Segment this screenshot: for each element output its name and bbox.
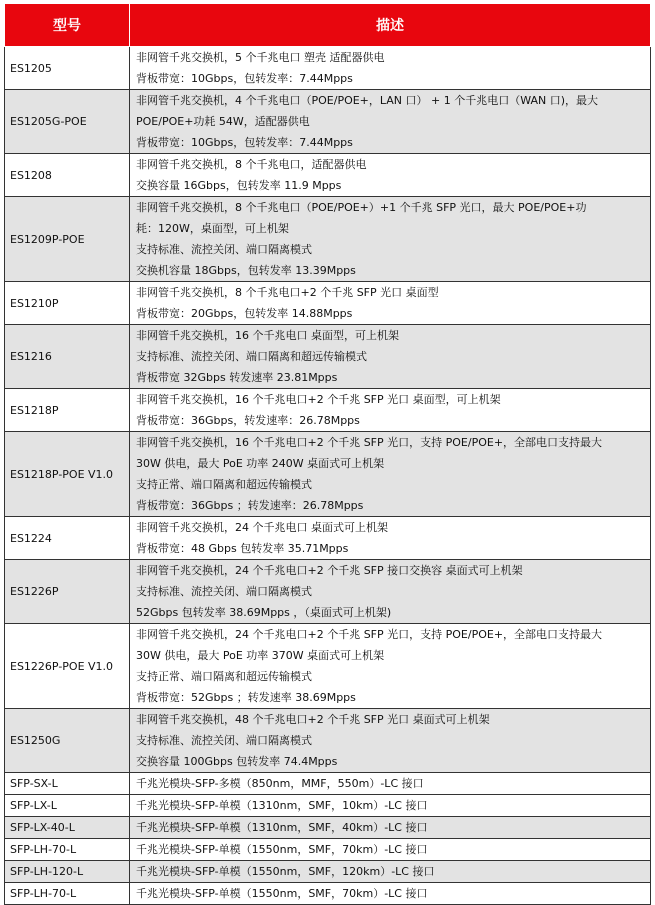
model-cell: ES1224: [5, 517, 130, 560]
description-cell: [130, 389, 651, 432]
description-line: 耗：120W，桌面型，可上机架: [136, 222, 289, 235]
product-spec-table: [4, 3, 651, 905]
table-row: [5, 389, 651, 432]
table-row: [5, 795, 651, 817]
description-line: 背板带宽：48 Gbps 包转发率 35.71Mpps: [136, 542, 349, 555]
description-line: 非网管千兆交换机，16 个千兆电口+2 个千兆 SFP 光口，支持 POE/POE+，全部电口支持最大: [136, 436, 603, 449]
description-line: 非网管千兆交换机，24 个千兆电口+2 个千兆 SFP 光口，支持 POE/POE+，全部电口支持最大: [136, 628, 603, 641]
table-row: [5, 282, 651, 325]
description-line: 30W 供电，最大 PoE 功率 370W 桌面式可上机架: [136, 649, 385, 662]
description-cell: [130, 282, 651, 325]
description-line: 千兆光模块-SFP-单模（1310nm，SMF，10km）-LC 接口: [136, 799, 428, 812]
model-cell: ES1226P: [5, 560, 130, 624]
table-row: [5, 325, 651, 389]
description-line: 支持标准、流控关闭、端口隔离模式: [136, 734, 312, 747]
description-line: 背板带宽 32Gbps 转发速率 23.81Mpps: [136, 371, 338, 384]
table-row: [5, 624, 651, 709]
model-cell: SFP-LH-70-L: [5, 883, 130, 905]
description-line: 支持正常、端口隔离和超远传输模式: [136, 478, 312, 491]
description-line: 非网管千兆交换机，16 个千兆电口 桌面型，可上机架: [136, 329, 399, 342]
table-row: [5, 154, 651, 197]
model-cell: SFP-SX-L: [5, 773, 130, 795]
model-cell: ES1205G-POE: [5, 90, 130, 154]
description-cell: [130, 861, 651, 883]
model-cell: SFP-LH-70-L: [5, 839, 130, 861]
description-line: 背板带宽：10Gbps，包转发率：7.44Mpps: [136, 136, 353, 149]
description-line: 52Gbps 包转发率 38.69Mpps ，（桌面式可上机架): [136, 606, 392, 619]
description-cell: [130, 624, 651, 709]
description-line: 支持标准、流控关闭、端口隔离模式: [136, 585, 312, 598]
table-row: [5, 517, 651, 560]
description-cell: [130, 432, 651, 517]
model-cell: ES1216: [5, 325, 130, 389]
model-cell: ES1209P-POE: [5, 197, 130, 282]
description-line: 非网管千兆交换机，8 个千兆电口，适配器供电: [136, 158, 367, 171]
description-cell: [130, 709, 651, 773]
description-line: 背板带宽：20Gbps，包转发率 14.88Mpps: [136, 307, 353, 320]
model-cell: ES1226P-POE V1.0: [5, 624, 130, 709]
description-line: 背板带宽：10Gbps，包转发率：7.44Mpps: [136, 72, 353, 85]
description-line: 交换容量 16Gbps，包转发率 11.9 Mpps: [136, 179, 342, 192]
description-cell: [130, 90, 651, 154]
description-cell: [130, 817, 651, 839]
model-cell: SFP-LH-120-L: [5, 861, 130, 883]
description-line: 非网管千兆交换机，4 个千兆电口（POE/POE+，LAN 口） + 1 个千兆电口（WAN 口)，最大: [136, 94, 599, 107]
model-cell: SFP-LX-40-L: [5, 817, 130, 839]
header-model: 型号: [5, 4, 130, 47]
description-line: POE/POE+功耗 54W，适配器供电: [136, 115, 310, 128]
table-row: [5, 709, 651, 773]
description-line: 千兆光模块-SFP-单模（1550nm，SMF，120km）-LC 接口: [136, 865, 435, 878]
table-row: [5, 817, 651, 839]
description-line: 背板带宽：52Gbps ；转发速率 38.69Mpps: [136, 691, 356, 704]
description-line: 非网管千兆交换机，8 个千兆电口+2 个千兆 SFP 光口 桌面型: [136, 286, 439, 299]
table-row: [5, 883, 651, 905]
description-line: 非网管千兆交换机，24 个千兆电口+2 个千兆 SFP 接口交换容 桌面式可上机架: [136, 564, 523, 577]
model-cell: ES1208: [5, 154, 130, 197]
table-row: [5, 773, 651, 795]
description-cell: [130, 839, 651, 861]
description-cell: [130, 795, 651, 817]
description-line: 支持正常、端口隔离和超远传输模式: [136, 670, 312, 683]
description-cell: [130, 883, 651, 905]
model-cell: ES1218P-POE V1.0: [5, 432, 130, 517]
description-cell: [130, 154, 651, 197]
table-row: [5, 197, 651, 282]
table-row: [5, 90, 651, 154]
description-cell: [130, 517, 651, 560]
description-line: 30W 供电，最大 PoE 功率 240W 桌面式可上机架: [136, 457, 385, 470]
description-line: 背板带宽：36Gbps ；转发速率：26.78Mpps: [136, 499, 364, 512]
model-cell: ES1250G: [5, 709, 130, 773]
description-line: 千兆光模块-SFP-单模（1550nm，SMF，70km）-LC 接口: [136, 887, 428, 900]
model-cell: ES1210P: [5, 282, 130, 325]
description-line: 背板带宽：36Gbps，转发速率：26.78Mpps: [136, 414, 360, 427]
description-cell: [130, 47, 651, 90]
description-line: 非网管千兆交换机，48 个千兆电口+2 个千兆 SFP 光口 桌面式可上机架: [136, 713, 490, 726]
table-header-row: [5, 4, 651, 47]
table-row: [5, 861, 651, 883]
table-row: [5, 560, 651, 624]
table-body: [5, 47, 651, 905]
header-description: 描述: [130, 4, 651, 47]
table-row: [5, 47, 651, 90]
description-line: 支持标准、流控关闭、端口隔离模式: [136, 243, 312, 256]
model-cell: ES1218P: [5, 389, 130, 432]
description-cell: [130, 325, 651, 389]
model-cell: ES1205: [5, 47, 130, 90]
description-line: 千兆光模块-SFP-单模（1550nm，SMF，70km）-LC 接口: [136, 843, 428, 856]
description-line: 非网管千兆交换机，24 个千兆电口 桌面式可上机架: [136, 521, 388, 534]
description-cell: [130, 773, 651, 795]
description-line: 千兆光模块-SFP-单模（1310nm，SMF，40km）-LC 接口: [136, 821, 428, 834]
description-line: 非网管千兆交换机，16 个千兆电口+2 个千兆 SFP 光口 桌面型，可上机架: [136, 393, 501, 406]
model-cell: SFP-LX-L: [5, 795, 130, 817]
description-line: 交换机容量 18Gbps，包转发率 13.39Mpps: [136, 264, 356, 277]
description-cell: [130, 560, 651, 624]
description-line: 非网管千兆交换机，8 个千兆电口（POE/POE+）+1 个千兆 SFP 光口，最大 POE/POE+功: [136, 201, 587, 214]
table-row: [5, 839, 651, 861]
description-line: 千兆光模块-SFP-多模（850nm，MMF，550m）-LC 接口: [136, 777, 424, 790]
description-line: 交换容量 100Gbps 包转发率 74.4Mpps: [136, 755, 338, 768]
description-line: 支持标准、流控关闭、端口隔离和超远传输模式: [136, 350, 367, 363]
table-row: [5, 432, 651, 517]
description-cell: [130, 197, 651, 282]
description-line: 非网管千兆交换机，5 个千兆电口 塑壳 适配器供电: [136, 51, 385, 64]
